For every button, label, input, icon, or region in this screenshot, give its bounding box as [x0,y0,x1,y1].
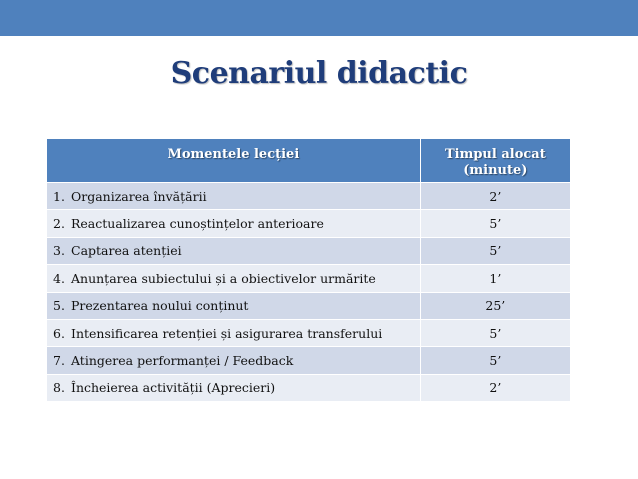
row-number: 4. [53,270,65,286]
row-label: Reactualizarea cunoștințelor anterioare [71,216,324,232]
header-time [420,139,570,183]
row-time: 5’ [420,237,570,264]
row-moment [47,183,421,210]
row-number: 2. [53,216,65,232]
table-row [47,319,571,346]
top-banner [0,0,638,36]
row-number: 5. [53,298,65,314]
row-label: Încheierea activității (Aprecieri) [71,380,276,396]
table-row [47,347,571,374]
table-row [47,265,571,292]
header-time-line2: (minute) [463,163,528,178]
header-moments: Momentele lecției [47,139,421,183]
row-time: 2’ [420,183,570,210]
row-time: 2’ [420,374,570,401]
row-time: 5’ [420,347,570,374]
row-moment [47,374,421,401]
row-label: Organizarea învățării [71,188,207,204]
row-number: 7. [53,353,65,369]
table-row [47,374,571,401]
row-label: Anunțarea subiectului și a obiectivelor urmărite [71,270,376,286]
row-number: 1. [53,188,65,204]
row-label: Atingerea performanței / Feedback [71,353,294,369]
header-time-line1: Timpul alocat [444,147,546,162]
table-row [47,210,571,237]
table-header-row [47,139,571,183]
lesson-table [46,138,571,402]
slide-title: Scenariul didactic [170,56,468,91]
row-moment [47,265,421,292]
table-row [47,292,571,319]
row-number: 3. [53,243,65,259]
row-time: 25’ [420,292,570,319]
row-label: Captarea atenției [71,243,182,259]
row-moment [47,210,421,237]
row-time: 1’ [420,265,570,292]
row-label: Prezentarea noului conținut [71,298,249,314]
table-row [47,237,571,264]
row-number: 8. [53,380,65,396]
row-moment [47,237,421,264]
row-number: 6. [53,325,65,341]
row-time: 5’ [420,210,570,237]
row-label: Intensificarea retenției și asigurarea transferului [71,325,383,341]
row-moment [47,319,421,346]
row-time: 5’ [420,319,570,346]
row-moment [47,292,421,319]
table-row [47,183,571,210]
row-moment [47,347,421,374]
